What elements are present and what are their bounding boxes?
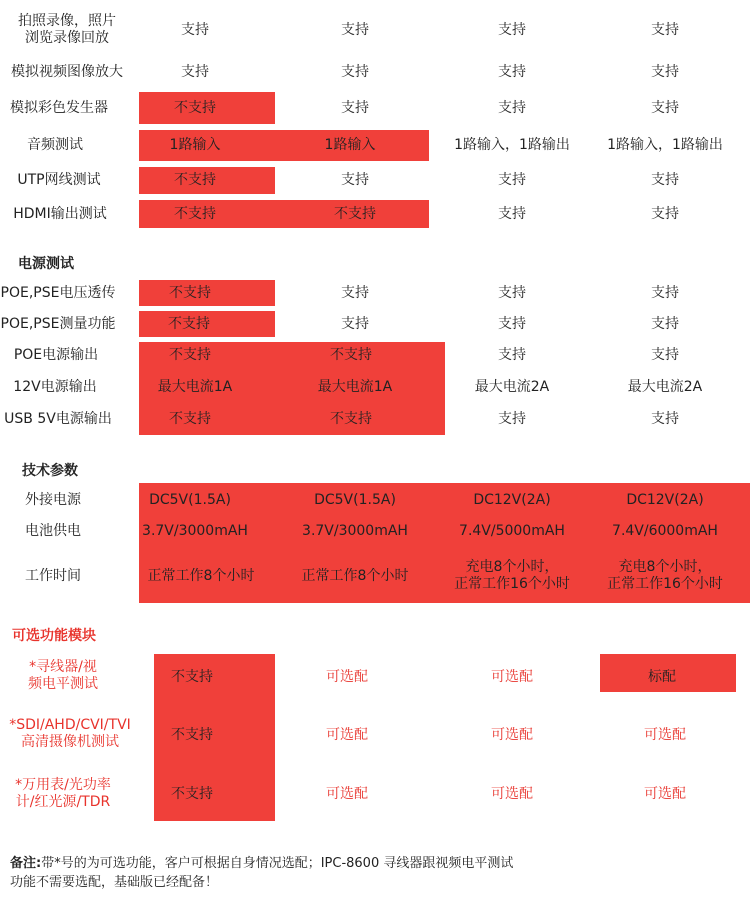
- table-cell: 可选配: [491, 785, 533, 802]
- row-label: HDMI输出测试: [13, 205, 107, 222]
- table-cell: 支持: [651, 284, 679, 301]
- table-cell: 可选配: [644, 726, 686, 743]
- row-label: UTP网线测试: [17, 172, 101, 188]
- table-cell: DC5V(1.5A): [314, 491, 396, 508]
- row-label: 模拟彩色发生器: [10, 99, 108, 116]
- table-cell: 不支持: [330, 346, 372, 363]
- table-cell: 不支持: [168, 315, 210, 332]
- section-title-tech: 技术参数: [22, 463, 78, 479]
- table-cell: 支持: [651, 172, 679, 188]
- table-cell: 最大电流2A: [474, 378, 550, 395]
- footnote: [10, 835, 740, 892]
- table-cell: 支持: [651, 315, 679, 332]
- table-cell: 支持: [651, 410, 679, 427]
- table-cell: 支持: [498, 346, 526, 363]
- row-label: 12V电源输出: [13, 378, 97, 395]
- row-label: *寻线器/视 频电平测试: [28, 659, 98, 692]
- table-cell: 7.4V/6000mAH: [612, 522, 718, 539]
- table-cell: 7.4V/5000mAH: [459, 522, 565, 539]
- table-cell: 不支持: [171, 668, 213, 685]
- table-cell: 支持: [341, 21, 369, 38]
- table-cell: 不支持: [330, 410, 372, 427]
- table-cell: 可选配: [644, 785, 686, 802]
- table-cell: 可选配: [491, 726, 533, 743]
- row-label: 外接电源: [25, 491, 81, 508]
- table-cell: 不支持: [174, 172, 216, 188]
- section-title-power: 电源测试: [18, 256, 74, 272]
- table-cell: 3.7V/3000mAH: [142, 522, 248, 539]
- table-cell: 正常工作8个小时: [301, 567, 409, 584]
- table-cell: 不支持: [174, 99, 216, 116]
- table-cell: 支持: [498, 284, 526, 301]
- table-cell: 正常工作8个小时: [147, 567, 255, 584]
- table-cell: 可选配: [326, 785, 368, 802]
- row-label: 电池供电: [25, 522, 81, 539]
- table-cell: 3.7V/3000mAH: [302, 522, 408, 539]
- table-cell: 支持: [181, 63, 209, 80]
- table-cell: 支持: [498, 172, 526, 188]
- row-label: 拍照录像，照片 浏览录像回放: [18, 13, 116, 46]
- table-cell: 最大电流1A: [317, 378, 393, 395]
- table-cell: 支持: [341, 63, 369, 80]
- table-cell: 支持: [651, 63, 679, 80]
- footnote-prefix: 备注:: [10, 856, 42, 871]
- table-cell: 支持: [341, 315, 369, 332]
- table-cell: 可选配: [326, 726, 368, 743]
- table-cell: 不支持: [334, 205, 376, 222]
- table-cell: DC12V(2A): [626, 491, 704, 508]
- table-cell: 最大电流2A: [627, 378, 703, 395]
- table-cell: 可选配: [491, 668, 533, 685]
- row-label: POE电源输出: [13, 346, 99, 363]
- table-cell: 支持: [651, 205, 679, 222]
- table-cell: 不支持: [169, 284, 211, 301]
- table-cell: 可选配: [326, 668, 368, 685]
- table-cell: 支持: [651, 99, 679, 116]
- table-cell: 不支持: [174, 205, 216, 222]
- row-label: *万用表/光功率 计/红光源/TDR: [15, 777, 111, 810]
- table-cell: 支持: [498, 315, 526, 332]
- row-label: POE,PSE测量功能: [0, 315, 116, 332]
- table-cell: 1路输入，1路输出: [607, 137, 723, 153]
- table-cell: DC12V(2A): [473, 491, 551, 508]
- table-cell: 不支持: [171, 785, 213, 802]
- row-label: 音频测试: [27, 137, 83, 153]
- table-cell: DC5V(1.5A): [149, 491, 231, 508]
- table-cell: 充电8个小时， 正常工作16个小时: [454, 559, 570, 592]
- table-cell: 1路输入，1路输出: [454, 137, 570, 153]
- table-cell: 标配: [648, 668, 676, 685]
- section-title-optional: 可选功能模块: [12, 628, 96, 644]
- table-cell: 支持: [498, 205, 526, 222]
- table-cell: 支持: [498, 410, 526, 427]
- row-label: 工作时间: [25, 567, 81, 584]
- table-cell: 1路输入: [169, 137, 221, 153]
- table-cell: 支持: [498, 21, 526, 38]
- row-label: USB 5V电源输出: [4, 410, 112, 427]
- table-cell: 1路输入: [324, 137, 376, 153]
- table-cell: 不支持: [169, 346, 211, 363]
- footnote-text: 带*号的为可选功能，客户可根据自身情况选配；IPC-8600 寻线器跟视频电平测试 功能不需要选配，基础版已经配备！: [10, 856, 514, 890]
- table-cell: 支持: [498, 63, 526, 80]
- row-label: POE,PSE电压透传: [0, 284, 116, 301]
- row-label: 模拟视频图像放大: [11, 63, 123, 80]
- table-cell: 支持: [498, 99, 526, 116]
- table-cell: 支持: [651, 21, 679, 38]
- table-cell: 支持: [341, 284, 369, 301]
- row-label: *SDI/AHD/CVI/TVI 高清摄像机测试: [9, 717, 131, 750]
- table-cell: 充电8个小时， 正常工作16个小时: [607, 559, 723, 592]
- table-cell: 支持: [341, 172, 369, 188]
- table-cell: 支持: [341, 99, 369, 116]
- table-cell: 支持: [651, 346, 679, 363]
- table-cell: 不支持: [171, 726, 213, 743]
- table-cell: 不支持: [169, 410, 211, 427]
- table-cell: 最大电流1A: [157, 378, 233, 395]
- table-cell: 支持: [181, 21, 209, 38]
